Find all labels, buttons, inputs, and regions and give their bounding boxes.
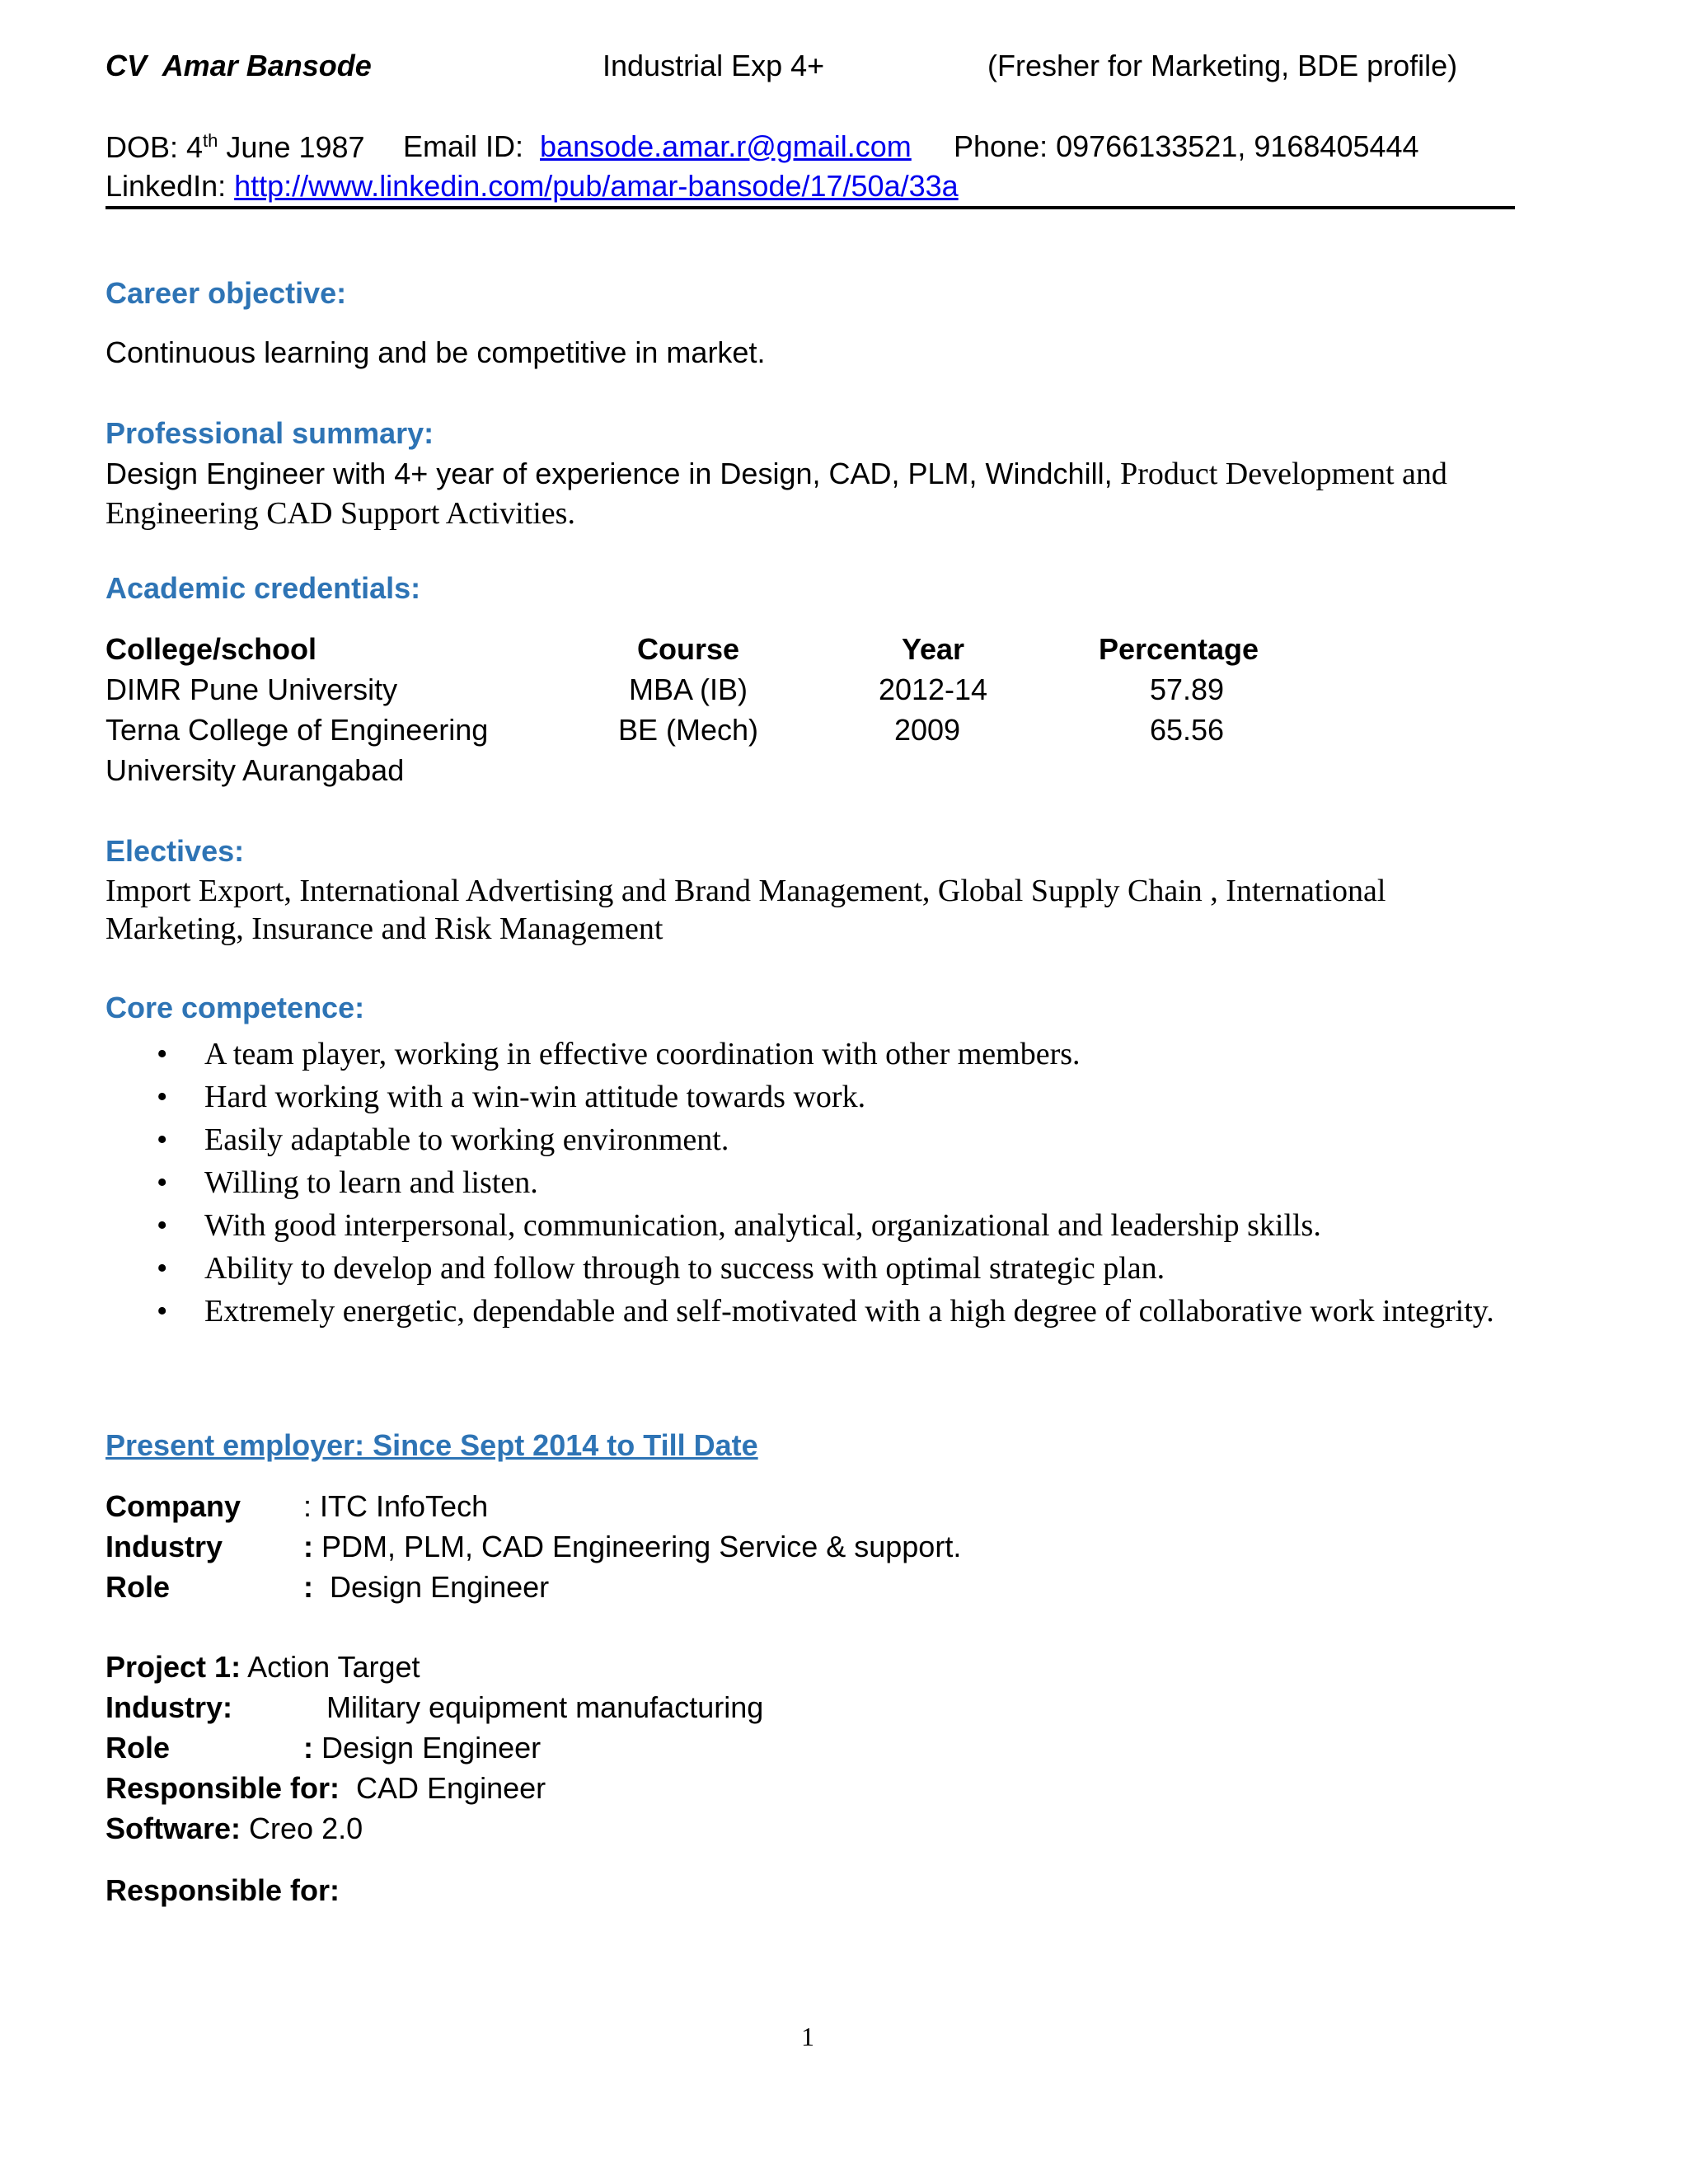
cv-title: [106, 51, 372, 81]
list-item-text: Easily adaptable to working environment.: [204, 1122, 729, 1157]
industry-value-line: [303, 1532, 961, 1562]
list-item-text: Ability to develop and follow through to success with optimal strategic plan.: [204, 1251, 1165, 1286]
linkedin-label: LinkedIn:: [106, 169, 227, 203]
table-row-2-year: 2009: [893, 713, 961, 747]
list-item-text: Hard working with a win-win attitude towards work.: [204, 1080, 866, 1114]
role-value: Design Engineer: [313, 1570, 550, 1604]
candidate-name: Amar Bansode: [162, 49, 372, 82]
project-title-value: Action Target: [241, 1650, 420, 1684]
list-item-text: Willing to learn and listen.: [204, 1165, 538, 1200]
competence-list: [106, 1033, 1507, 1333]
dob-rest: June 1987: [218, 130, 365, 164]
table-row-1-percentage: 57.89: [1149, 673, 1225, 706]
summary-line-1-serif: Product Development and: [1112, 457, 1447, 491]
academic-heading: Academic credentials:: [106, 571, 421, 605]
project-role-value: Design Engineer: [313, 1731, 542, 1765]
career-text: Continuous learning and be competitive in market.: [106, 335, 766, 369]
electives-line-1: Import Export, International Advertising and Brand Management, Global Supply Chain , International: [106, 874, 1386, 908]
list-item-text: A team player, working in effective coordination with other members.: [204, 1037, 1081, 1071]
profile-note: (Fresher for Marketing, BDE profile): [987, 49, 1458, 82]
dob-label: DOB: 4: [106, 130, 204, 164]
table-row-2-course: BE (Mech): [617, 713, 759, 747]
list-item: [106, 1076, 1507, 1118]
project-role-colon: :: [303, 1731, 313, 1765]
summary-line-2: Engineering CAD Support Activities.: [106, 496, 575, 531]
bullet-icon: •: [157, 1294, 168, 1329]
table-row-1-course: MBA (IB): [628, 673, 748, 706]
table-row-1-year: 2012-14: [878, 673, 988, 706]
project-industry-label: Industry:: [106, 1690, 233, 1724]
list-item-text: Extremely energetic, dependable and self-motivated with a high degree of collaborative work integrity.: [204, 1294, 1494, 1329]
career-heading: Career objective:: [106, 276, 347, 310]
project-title: [106, 1652, 420, 1682]
dob-sup: th: [203, 130, 218, 151]
electives-heading: Electives:: [106, 834, 245, 868]
project-title-label: Project 1:: [106, 1650, 241, 1684]
role-value-line: [303, 1572, 549, 1602]
industry-colon: :: [303, 1530, 313, 1563]
table-row-2-percentage: 65.56: [1149, 713, 1225, 747]
linkedin-line: [106, 171, 959, 201]
project-role-line: [303, 1733, 541, 1763]
list-item: [106, 1161, 1507, 1204]
list-item: [106, 1247, 1507, 1290]
industry-label: Industry: [106, 1530, 223, 1563]
email-line: [403, 129, 912, 163]
dob: [106, 132, 365, 162]
summary-line-1-sans: Design Engineer with 4+ year of experience in Design, CAD, PLM, Windchill,: [106, 457, 1113, 490]
col-header-college: College/school: [106, 632, 317, 666]
project-software-label: Software:: [106, 1811, 241, 1845]
company-value: : ITC InfoTech: [303, 1489, 489, 1523]
bullet-icon: •: [157, 1080, 168, 1114]
project-resp-value: CAD Engineer: [340, 1771, 546, 1805]
phone: Phone: 09766133521, 9168405444: [954, 129, 1419, 163]
list-item: [106, 1204, 1507, 1247]
role-colon: :: [303, 1570, 313, 1604]
page-number: 1: [801, 2022, 814, 2051]
project-industry-value: Military equipment manufacturing: [326, 1690, 764, 1724]
project-resp-line: [106, 1771, 546, 1805]
bullet-icon: •: [157, 1122, 168, 1157]
employer-heading: Present employer: Since Sept 2014 to Till Date: [106, 1428, 758, 1462]
cv-label: CV: [106, 49, 148, 82]
header-divider: [106, 206, 1515, 209]
competence-heading: Core competence:: [106, 991, 365, 1024]
bullet-icon: •: [157, 1037, 168, 1071]
project-role-label: Role: [106, 1731, 171, 1765]
project-software-line: [106, 1811, 363, 1845]
email-label: Email ID:: [403, 129, 524, 163]
role-label: Role: [106, 1570, 171, 1604]
company-label: Company: [106, 1489, 241, 1523]
bullet-icon: •: [157, 1251, 168, 1286]
list-item-text: With good interpersonal, communication, analytical, organizational and leadership skills.: [204, 1208, 1321, 1243]
bullet-icon: •: [157, 1165, 168, 1200]
table-row-2-college: Terna College of Engineering: [106, 713, 489, 747]
industry-value: PDM, PLM, CAD Engineering Service & support.: [313, 1530, 962, 1563]
list-item: [106, 1033, 1507, 1076]
summary-line-1: [106, 458, 1447, 490]
project-software-value: Creo 2.0: [241, 1811, 363, 1845]
electives-line-2: Marketing, Insurance and Risk Management: [106, 912, 663, 946]
bullet-icon: •: [157, 1208, 168, 1243]
table-row-1-college: DIMR Pune University: [106, 673, 398, 706]
list-item: [106, 1118, 1507, 1161]
linkedin-link[interactable]: http://www.linkedin.com/pub/amar-bansode/17/50a/33a: [234, 169, 959, 203]
project-resp-label: Responsible for:: [106, 1771, 340, 1805]
experience-note: Industrial Exp 4+: [603, 49, 825, 82]
col-header-percentage: Percentage: [1098, 632, 1259, 666]
table-row-2-extra: University Aurangabad: [106, 753, 405, 787]
list-item: [106, 1290, 1540, 1333]
email-link[interactable]: bansode.amar.r@gmail.com: [540, 129, 912, 163]
responsible-heading: Responsible for:: [106, 1873, 340, 1907]
summary-heading: Professional summary:: [106, 416, 434, 450]
col-header-course: Course: [636, 632, 740, 666]
col-header-year: Year: [901, 632, 965, 666]
